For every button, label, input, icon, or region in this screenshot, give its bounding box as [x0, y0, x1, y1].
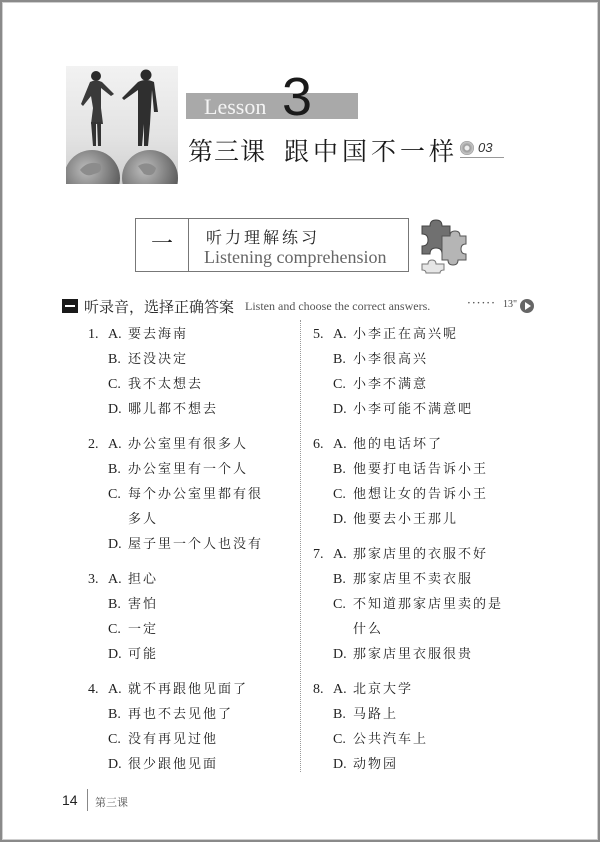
- lesson-number: 3: [282, 67, 313, 127]
- question-2: [88, 432, 318, 557]
- cd-icon: [460, 141, 474, 155]
- page-number: 14: [62, 792, 78, 808]
- option-5d[interactable]: D. 小李可能不满意吧: [333, 402, 474, 417]
- option-2c-continued[interactable]: 多人: [128, 512, 159, 527]
- option-6b[interactable]: B. 他要打电话告诉小王: [333, 462, 489, 477]
- section-header: [135, 218, 409, 272]
- play-icon[interactable]: [520, 299, 534, 313]
- question-3: [88, 567, 318, 667]
- instruction-text-en: Listen and choose the correct answers.: [245, 299, 431, 313]
- lesson-title-prefix: 第三课: [188, 137, 267, 166]
- question-1: [88, 322, 318, 422]
- option-1c[interactable]: C. 我不太想去: [108, 377, 204, 392]
- option-7b[interactable]: B. 那家店里不卖衣服: [333, 572, 474, 587]
- audio-duration: 13": [503, 299, 518, 310]
- option-6a[interactable]: 6. A. 他的电话坏了: [313, 437, 444, 452]
- option-4c[interactable]: C. 没有再见过他: [108, 732, 219, 747]
- option-2c[interactable]: C. 每个办公室里都有很: [108, 487, 264, 502]
- exercise-instruction: [62, 296, 537, 318]
- option-3b[interactable]: B. 害怕: [108, 597, 159, 612]
- option-3c[interactable]: C. 一定: [108, 622, 159, 637]
- question-column-right: [313, 322, 543, 787]
- question-4: [88, 677, 318, 777]
- running-head: 第三课: [95, 796, 128, 809]
- question-7: [313, 542, 543, 667]
- exercise-number-badge: [62, 299, 78, 313]
- option-8a[interactable]: 8. A. 北京大学: [313, 682, 414, 697]
- option-7a[interactable]: 7. A. 那家店里的衣服不好: [313, 547, 489, 562]
- option-3a[interactable]: 3. A. 担心: [88, 572, 159, 587]
- option-1a[interactable]: 1. A. 要去海南: [88, 327, 189, 342]
- question-5: [313, 322, 543, 422]
- option-1b[interactable]: B. 还没决定: [108, 352, 189, 367]
- option-5c[interactable]: C. 小李不满意: [333, 377, 429, 392]
- option-6d[interactable]: D. 他要去小王那儿: [333, 512, 459, 527]
- section-title-en: Listening comprehension: [204, 247, 387, 267]
- option-6c[interactable]: C. 他想让女的告诉小王: [333, 487, 489, 502]
- audio-track-tag[interactable]: [460, 141, 504, 158]
- puzzle-pieces-icon: [418, 218, 470, 276]
- option-7d[interactable]: D. 那家店里衣服很贵: [333, 647, 474, 662]
- question-column-left: [88, 322, 318, 787]
- option-5b[interactable]: B. 小李很高兴: [333, 352, 429, 367]
- option-3d[interactable]: D. 可能: [108, 647, 159, 662]
- leader-dots: ······: [467, 296, 496, 310]
- question-6: [313, 432, 543, 532]
- option-8b[interactable]: B. 马路上: [333, 707, 399, 722]
- option-4b[interactable]: B. 再也不去见他了: [108, 707, 234, 722]
- option-2d[interactable]: D. 屋子里一个人也没有: [108, 537, 264, 552]
- option-2a[interactable]: 2. A. 办公室里有很多人: [88, 437, 249, 452]
- section-title-cn: 听力理解练习: [206, 228, 321, 247]
- section-number: 一: [136, 219, 189, 271]
- handshake-icon: [66, 66, 178, 184]
- handshake-globe-illustration: [66, 66, 178, 184]
- option-8d[interactable]: D. 动物园: [333, 757, 399, 772]
- option-8c[interactable]: C. 公共汽车上: [333, 732, 429, 747]
- lesson-title: [188, 132, 458, 168]
- option-5a[interactable]: 5. A. 小李正在高兴呢: [313, 327, 459, 342]
- option-1d[interactable]: D. 哪儿都不想去: [108, 402, 219, 417]
- option-4a[interactable]: 4. A. 就不再跟他见面了: [88, 682, 249, 697]
- option-7c-continued[interactable]: 什么: [353, 622, 384, 637]
- question-8: [313, 677, 543, 777]
- audio-track-number: 03: [478, 140, 493, 155]
- option-7c[interactable]: C. 不知道那家店里卖的是: [333, 597, 504, 612]
- lesson-label: Lesson: [204, 94, 267, 119]
- footer-divider: [87, 789, 88, 811]
- lesson-title-text: 跟中国不一样: [284, 137, 459, 166]
- instruction-text-cn: 听录音，选择正确答案: [84, 298, 235, 316]
- option-4d[interactable]: D. 很少跟他见面: [108, 757, 219, 772]
- option-2b[interactable]: B. 办公室里有一个人: [108, 462, 249, 477]
